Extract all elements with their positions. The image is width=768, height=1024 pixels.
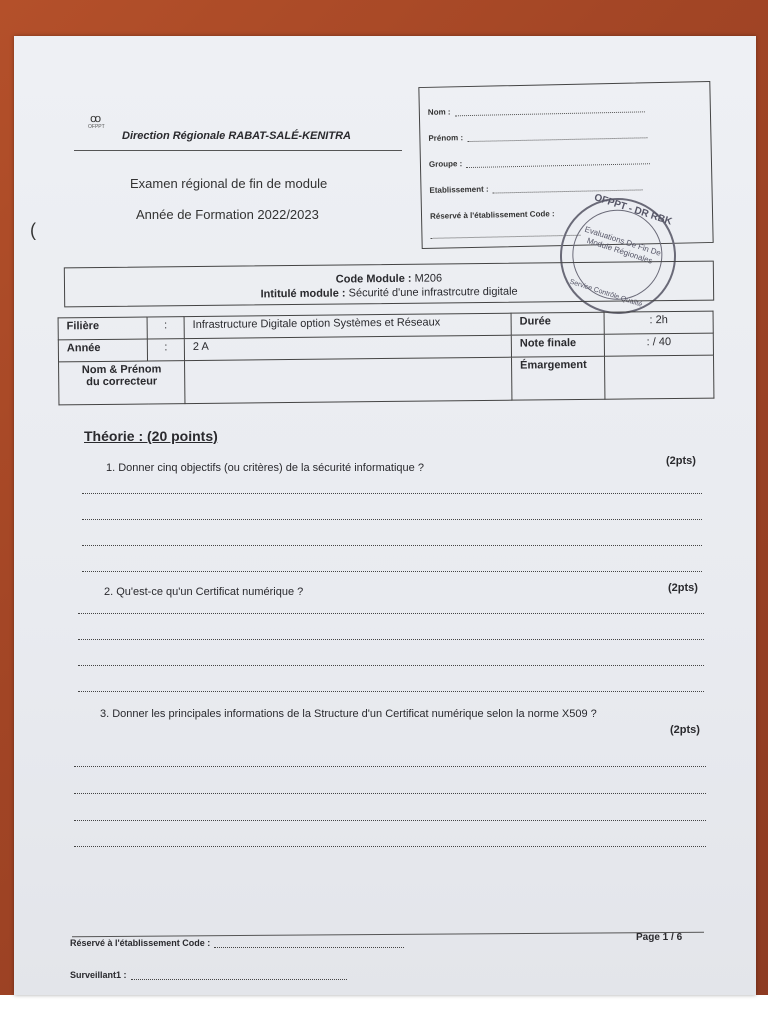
answer-line[interactable] bbox=[74, 793, 706, 794]
duree-value: : 2h bbox=[604, 311, 713, 334]
reserve-label: Réservé à l'établissement Code : bbox=[429, 209, 555, 221]
answer-line[interactable] bbox=[74, 766, 706, 767]
footer-surveillant-label: Surveillant1 : bbox=[70, 970, 127, 980]
correcteur-label-line2: du correcteur bbox=[86, 375, 158, 389]
footer-surveillant bbox=[70, 970, 347, 980]
answer-line[interactable] bbox=[82, 571, 702, 572]
question-3-points: (2pts) bbox=[670, 724, 700, 736]
answer-line[interactable] bbox=[78, 691, 704, 692]
answer-line[interactable] bbox=[82, 545, 702, 546]
etablissement-field[interactable] bbox=[429, 181, 642, 194]
emargement-value[interactable] bbox=[604, 355, 713, 399]
question-1: 1. Donner cinq objectifs (ou critères) de la sécurité informatique ? bbox=[106, 462, 424, 474]
stamp-bottom-text: Service Contrôle Qualité bbox=[568, 278, 643, 309]
exam-year: Année de Formation 2022/2023 bbox=[136, 207, 319, 222]
filiere-colon: : bbox=[147, 317, 184, 339]
reserve-code-line bbox=[430, 227, 580, 239]
ofppt-logo-icon: ꝏ bbox=[90, 113, 101, 125]
question-2: 2. Qu'est-ce qu'un Certificat numérique ? bbox=[104, 586, 304, 598]
footer-reserve-label: Réservé à l'établissement Code : bbox=[70, 938, 211, 948]
correcteur-row bbox=[59, 355, 714, 405]
theory-heading: Théorie : (20 points) bbox=[84, 428, 218, 444]
bottom-margin bbox=[0, 995, 768, 1024]
module-code-value: M206 bbox=[414, 272, 443, 285]
question-1-points: (2pts) bbox=[666, 455, 696, 467]
groupe-label: Groupe : bbox=[428, 159, 463, 169]
ofppt-logo-text: OFPPT bbox=[88, 124, 105, 130]
exam-title: Examen régional de fin de module bbox=[130, 176, 328, 191]
note-label: Note finale bbox=[511, 334, 604, 357]
module-box bbox=[64, 261, 714, 308]
header-divider bbox=[74, 150, 402, 151]
answer-line[interactable] bbox=[74, 820, 706, 821]
annee-colon: : bbox=[147, 339, 184, 361]
answer-line[interactable] bbox=[82, 493, 702, 494]
groupe-field[interactable] bbox=[429, 155, 650, 169]
module-title-label: Intitulé module : bbox=[260, 287, 346, 301]
footer-reserve-code bbox=[70, 938, 404, 948]
prenom-label: Prénom : bbox=[428, 133, 464, 143]
correcteur-label bbox=[59, 361, 185, 405]
annee-label: Année bbox=[58, 339, 147, 362]
emargement-label: Émargement bbox=[511, 356, 604, 400]
module-title-value: Sécurité d'une infrastrcutre digitale bbox=[348, 285, 518, 300]
note-value: : / 40 bbox=[604, 333, 713, 356]
margin-mark: ( bbox=[30, 220, 36, 240]
reserve-code-field bbox=[430, 209, 555, 221]
filiere-value: Infrastructure Digitale option Systèmes et Réseaux bbox=[184, 313, 511, 338]
exam-info-table bbox=[58, 311, 715, 406]
correcteur-value[interactable] bbox=[185, 357, 512, 403]
stamp-top-text: OFPPT - DR RBK bbox=[592, 192, 674, 228]
question-2-points: (2pts) bbox=[668, 582, 698, 594]
correcteur-label-line1: Nom & Prénom bbox=[81, 363, 162, 377]
page-number: Page 1 / 6 bbox=[636, 932, 683, 943]
nom-field[interactable] bbox=[428, 103, 645, 117]
answer-line[interactable] bbox=[74, 846, 706, 847]
etablissement-label: Etablissement : bbox=[429, 184, 489, 195]
module-code-label: Code Module : bbox=[335, 272, 412, 286]
prenom-field[interactable] bbox=[428, 129, 647, 143]
answer-line[interactable] bbox=[78, 665, 704, 666]
answer-line[interactable] bbox=[82, 519, 702, 520]
answer-line[interactable] bbox=[78, 639, 704, 640]
nom-label: Nom : bbox=[427, 107, 451, 117]
filiere-label: Filière bbox=[58, 317, 147, 340]
annee-value: 2 A bbox=[184, 335, 511, 360]
answer-line[interactable] bbox=[78, 613, 704, 614]
stamp-middle-text: Evaluations De Fin De Module Régionales bbox=[583, 224, 663, 266]
question-3: 3. Donner les principales informations de la Structure d'un Certificat numérique selon la norme X509 ? bbox=[100, 708, 597, 720]
duree-label: Durée bbox=[511, 312, 604, 335]
direction-regionale: Direction Régionale RABAT-SALÉ-KENITRA bbox=[122, 130, 351, 142]
